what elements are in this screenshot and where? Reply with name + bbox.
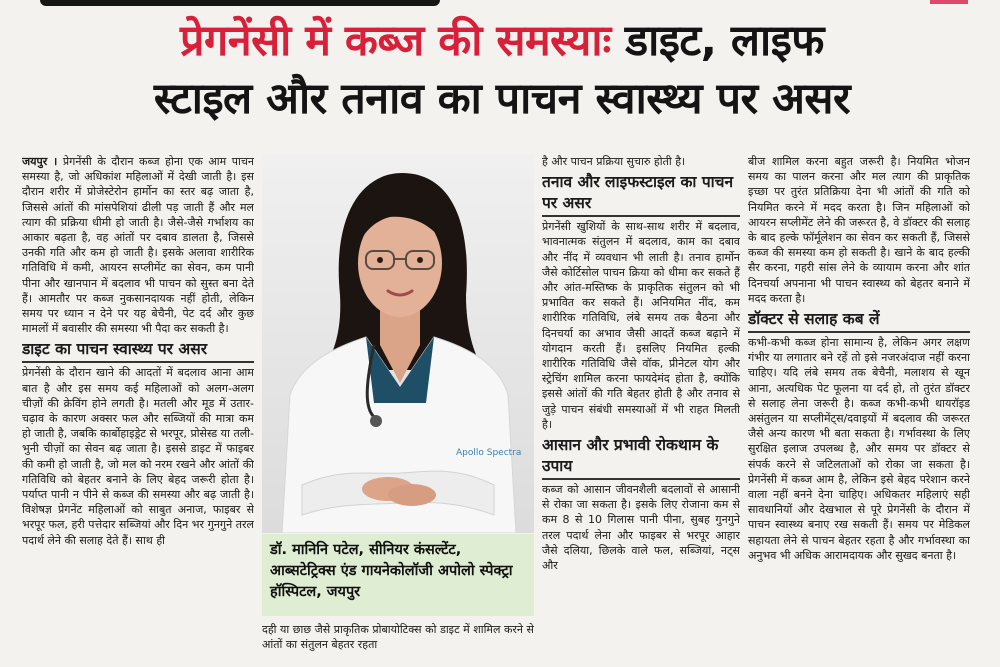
column-3 xyxy=(542,154,740,666)
doctor-photo xyxy=(262,155,534,533)
col4-top-paragraph: बीज शामिल करना बहुत जरूरी है। नियमित भोजन समय का पालन करना और मल त्याग की प्राकृतिक इच्छा पर तुरंत प्रतिक्रिया देना भी आंतों की गति को नियमित करने में मदद करता है। जिन महिलाओं को आयरन सप्लीमेंट लेने की जरूरत है, वे डॉक्टर की सलाह के बाद हल्के फॉर्मूलेशन का सेवन कर सकती हैं, जिससे कब्ज की समस्या कम हो सकती है। खाने के बाद हल्की सैर करना, गहरी सांस लेने के व्यायाम करना और शांत दिनचर्या अपनाना भी पाचन स्वास्थ्य को बेहतर बनाने में मदद करता है। xyxy=(748,155,970,305)
headline xyxy=(22,12,982,128)
column-2-continuation: दही या छाछ जैसे प्राकृतिक प्रोबायोटिक्स को डाइट में शामिल करने से आंतों का संतुलन बेहतर रहता xyxy=(262,623,534,651)
subhead-stress: तनाव और लाइफस्टाइल का पाचन पर असर xyxy=(542,172,740,217)
intro-paragraph xyxy=(22,154,254,336)
headline-red-part: प्रेगनेंसी में कब्ज की समस्याः xyxy=(180,16,611,66)
coat-logo: Apollo Spectra xyxy=(456,448,522,458)
stress-paragraph: प्रेगनेंसी खुशियों के साथ-साथ शरीर में बदलाव, भावनात्मक संतुलन में बदलाव, काम का दबाव और नींद में व्यवधान भी लाती है। तनाव हार्मोन जैसे कोर्टिसोल पाचन क्रिया को धीमा कर सकते हैं और आंत-मस्तिष्क के प्राकृतिक संतुलन को भी प्रभावित कर सकते हैं। अनियमित नींद, कम शारीरिक गतिविधि, लंबे समय तक बैठना और दिनचर्या का अभाव जैसी आदतें कब्ज बढ़ाने में योगदान करती हैं। इसलिए नियमित हल्की शारीरिक गतिविधि जैसे वॉक, प्रीनेटल योग और स्ट्रेचिंग शामिल करना फायदेमंद होता है, क्योंकि इससे आंतों की गति बेहतर होती है और तनाव से जुड़े पाचन संबंधी समस्याओं में भी राहत मिलती है। xyxy=(542,220,740,431)
headline-black-part-1: डाइट, लाइफ xyxy=(625,16,824,66)
subhead-diet: डाइट का पाचन स्वास्थ्य पर असर xyxy=(22,339,254,363)
top-pink-mark xyxy=(930,0,968,4)
column-4 xyxy=(748,154,970,666)
top-edge xyxy=(0,0,1000,8)
subhead-prevention: आसान और प्रभावी रोकथाम के उपाय xyxy=(542,435,740,480)
photo-caption: डॉ. मानिनि पटेल, सीनियर कंसल्टेंट, आब्सटेट्रिक्स एंड गायनेकोलॉजी अपोलो स्पेक्ट्रा हॉस्पिटल, जयपुर xyxy=(262,534,534,616)
subhead-doctor: डॉक्टर से सलाह कब लें xyxy=(748,309,970,333)
column-1 xyxy=(22,154,254,666)
prevention-paragraph: कब्ज को आसान जीवनशैली बदलावों से आसानी से रोका जा सकता है। इसके लिए रोजाना कम से कम 8 से 10 गिलास पानी पीना, सुबह गुनगुने तरल पदार्थ लेना और फाइबर से भरपूर आहार जैसे दलिया, छिलके वाले फल, सब्जियां, नट्स और xyxy=(542,483,740,573)
col3-top-text: है और पाचन प्रक्रिया सुचारु होती है। xyxy=(542,155,686,168)
top-black-bar xyxy=(40,0,440,6)
dateline: जयपुर । xyxy=(22,155,58,168)
doctor-illustration xyxy=(262,155,534,533)
diet-paragraph: प्रेगनेंसी के दौरान खाने की आदतों में बदलाव आना आम बात है और इस समय कई महिलाओं को अलग-अलग चीज़ों की क्रेविंग होने लगती है। मतली और मूड में उतार-चढ़ाव के कारण अक्सर फल और सब्जियों की मात्रा कम हो जाती है, जबकि कार्बोहाइड्रेट से भरपूर, प्रोसेस्ड या तली-भुनी चीज़ों का सेवन बढ़ जाता है। इससे डाइट में फाइबर की कमी हो जाती है, जो मल को नरम रखने और आंतों की गतिविधि को बेहतर बनाने के लिए बेहद जरूरी होता है। पर्याप्त पानी न पीने से कब्ज की समस्या और बढ़ जाती है। विशेषज्ञ प्रेगनेंट महिलाओं को साबुत अनाज, फाइबर से भरपूर फल, हरी पत्तेदार सब्जियां और दिन भर गुनगुने तरल पदार्थ लेने की सलाह देते हैं। साथ ही xyxy=(22,366,254,547)
doctor-paragraph: कभी-कभी कब्ज होना सामान्य है, लेकिन अगर लक्षण गंभीर या लगातार बने रहें तो इसे नजरअंदाज नहीं करना चाहिए। यदि लंबे समय तक बेचैनी, मलाशय से खून आना, अत्यधिक पेट फूलना या दर्द हो, तो तुरंत डॉक्टर से सलाह लेना जरूरी है। कब्ज कभी-कभी थायरॉइड असंतुलन या सप्लीमेंट्स/दवाइयों में बदलाव की जरूरत जैसे अन्य कारण भी बता सकता है। गर्भावस्था के लिए सुरक्षित इलाज उपलब्ध है, और समय पर डॉक्टर से संपर्क करने से जटिलताओं को रोका जा सकता है। प्रेगनेंसी में कब्ज आम है, लेकिन इसे बेहद परेशान करने वाला नहीं बनने देना चाहिए। अधिकतर महिलाएं सही सावधानियों और देखभाल से पूरे प्रेगनेंसी के दौरान में पाचन स्वास्थ्य बनाए रख सकती हैं। समय पर मेडिकल सहायता लेने से पाचन बेहतर रहता है और गर्भावस्था का अनुभव भी अधिक आरामदायक और सुखद बनता है। xyxy=(748,336,970,562)
intro-text: प्रेगनेंसी के दौरान कब्ज होना एक आम पाचन समस्या है, जो अधिकांश महिलाओं में देखी जाती है। इस दौरान शरीर में प्रोजेस्टेरोन हार्मोन का स्तर बढ़ जाता है, जिससे आंतों की मांसपेशियां ढीली पड़ जाती हैं और मल त्याग की प्रक्रिया धीमी हो जाती है। जैसे-जैसे गर्भाशय का आकार बढ़ता है, वह आंतों पर दबाव डालता है, जिससे उनकी गति और कम हो जाती है। इसके अलावा शारीरिक गतिविधि में कमी, आयरन सप्लीमेंट का सेवन, कम पानी पीना और खानपान में बदलाव भी पाचन को सुस्त बना देते हैं। आमतौर पर कब्ज नुकसानदायक नहीं होती, लेकिन समय पर ध्यान न देने पर यह बेचैनी, पेट दर्द और कुछ मामलों में बवासीर की समस्या भी पैदा कर सकती है। xyxy=(22,155,254,336)
headline-black-part-2: स्टाइल और तनाव का पाचन स्वास्थ्य पर असर xyxy=(153,74,851,124)
